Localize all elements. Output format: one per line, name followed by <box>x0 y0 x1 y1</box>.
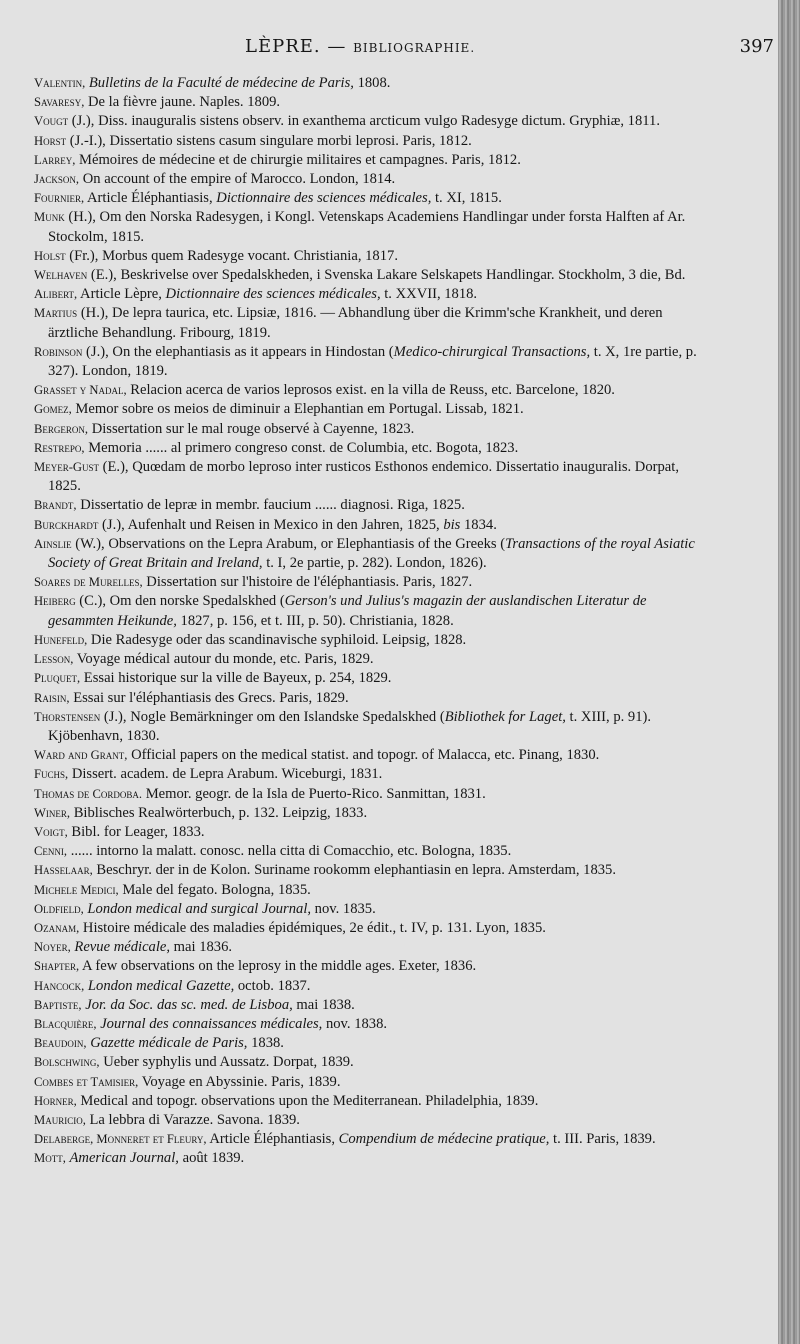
bibliography-entry <box>34 1111 704 1130</box>
bibliography-entry <box>34 93 704 112</box>
entry-text: On account of the empire of Marocco. London, 1814. <box>79 171 396 188</box>
entry-text: 1827, p. 156, et t. III, p. 50). Christiania, 1828. <box>176 612 454 629</box>
bibliography-entry <box>34 132 704 151</box>
entry-publication-title: Bulletins de la Faculté de médecine de Paris, <box>88 75 354 91</box>
entry-text: 1838. <box>247 1035 284 1052</box>
bibliography-entry <box>34 381 704 400</box>
entry-text: ...... intorno la malatt. conosc. nella citta di Comacchio, etc. Bologna, 1835. <box>67 843 512 860</box>
entry-author: Ainslie <box>34 536 72 551</box>
entry-text: A few observations on the leprosy in the middle ages. Exeter, 1836. <box>79 958 477 975</box>
entry-text: (E.), Quœdam de morbo leproso inter rusticos Esthonos endemico. Dissertatio inauguralis. Dorpat, 1825. <box>48 459 679 495</box>
bibliography-entry <box>34 247 704 266</box>
bibliography-entry <box>34 496 704 515</box>
entry-author: Fuchs, <box>34 767 69 782</box>
entry-author: Beaudoin, <box>34 1036 87 1051</box>
entry-publication-title: Gerson's und Julius's magazin der auslandischen Literatur de gesammten Heikunde, <box>48 593 647 629</box>
bibliography-entry <box>34 170 704 189</box>
entry-text: Voyage en Abyssinie. Paris, 1839. <box>138 1073 341 1090</box>
entry-text: Beschryr. der in de Kolon. Suriname rookomm elephantiasin en lepra. Amsterdam, 1835. <box>92 862 616 879</box>
entry-publication-title: Compendium de médecine pratique, <box>338 1131 550 1148</box>
bibliography-entry <box>34 592 704 630</box>
entry-author: Vougt <box>34 114 69 129</box>
bibliography-entry <box>34 266 704 285</box>
entry-text: (J.-I.), Dissertatio sistens casum singulare morbi leprosi. Paris, 1812. <box>66 132 472 149</box>
entry-publication-title: Medico-chirurgical Transactions, <box>393 343 591 360</box>
entry-author: Martius <box>34 306 78 321</box>
entry-text: octob. 1837. <box>234 977 311 994</box>
entry-author: Welhaven <box>34 268 88 283</box>
entry-publication-title: London medical and surgical Journal, <box>87 900 312 917</box>
entry-text: La lebbra di Varazze. Savona. 1839. <box>85 1111 300 1128</box>
bibliography-entry <box>34 669 704 688</box>
entry-text: Biblisches Realwörterbuch, p. 132. Leipzig, 1833. <box>70 804 368 821</box>
entry-author: Noyer, <box>34 940 71 955</box>
page-edge <box>778 0 800 1344</box>
entry-text: t. X, 1re partie, p. 327). London, 1819. <box>48 343 697 380</box>
entry-author: Robinson <box>34 344 83 359</box>
bibliography-list <box>34 74 704 1169</box>
bibliography-entry <box>34 208 704 246</box>
bibliography-entry <box>34 1015 704 1034</box>
bibliography-entry <box>34 535 704 573</box>
bibliography-entry <box>34 631 704 650</box>
bibliography-entry <box>34 420 704 439</box>
entry-author: Combes et Tamisier, <box>34 1074 139 1089</box>
entry-text: Article Lèpre, <box>77 286 166 303</box>
bibliography-entry <box>34 573 704 592</box>
entry-author: Bergeron, <box>34 421 89 436</box>
bibliography-entry <box>34 881 704 900</box>
bibliography-entry <box>34 304 704 342</box>
entry-text: Official papers on the medical statist. and topogr. of Malacca, etc. Pinang, 1830. <box>127 747 600 764</box>
entry-text: nov. 1835. <box>311 900 376 917</box>
entry-text: (J.), On the elephantiasis as it appears in Hindostan ( <box>82 343 394 360</box>
bibliography-entry <box>34 112 704 131</box>
bibliography-entry <box>34 650 704 669</box>
entry-text: (H.), Om den Norska Radesygen, i Kongl. Vetenskaps Academiens Handlingar under forsta Halften af Ar. Stockolm, 1815. <box>48 209 686 245</box>
entry-text: mai 1838. <box>292 996 355 1013</box>
entry-publication-title: Gazette médicale de Paris, <box>90 1035 248 1052</box>
bibliography-entry <box>34 1034 704 1053</box>
entry-author: Heiberg <box>34 594 76 609</box>
entry-author: Savaresy, <box>34 95 85 110</box>
entry-text: Article Éléphantiasis, <box>84 190 217 207</box>
entry-text: Article Éléphantiasis, <box>206 1131 339 1148</box>
entry-author: Hasselaar, <box>34 863 93 878</box>
bibliography-entry <box>34 1149 704 1168</box>
bibliography-entry <box>34 1130 704 1149</box>
bibliography-entry <box>34 1092 704 1111</box>
entry-author: Meyer-Gust <box>34 460 99 475</box>
entry-author: Voigt, <box>34 824 68 839</box>
entry-author: Bolschwing, <box>34 1055 100 1070</box>
entry-author: Gomez, <box>34 402 72 417</box>
entry-author: Jackson, <box>34 172 80 187</box>
page-number: 397 <box>739 36 774 57</box>
entry-text: (J.), Aufenhalt und Reisen in Mexico in den Jahren, 1825, <box>98 516 444 533</box>
entry-author: Fournier, <box>34 191 85 206</box>
entry-author: Baptiste, <box>34 997 82 1012</box>
entry-author: Larrey, <box>34 152 76 167</box>
entry-text: août 1839. <box>178 1150 245 1167</box>
entry-publication-title: Dictionnaire des sciences médicales, <box>216 190 432 207</box>
entry-author: Thorstensen <box>34 709 101 724</box>
bibliography-entry <box>34 74 704 93</box>
entry-text: Bibl. for Leager, 1833. <box>67 823 205 840</box>
entry-text: 1834. <box>460 516 497 533</box>
entry-text: mai 1836. <box>170 939 233 956</box>
entry-author: Valentin, <box>34 76 86 90</box>
bibliography-entry <box>34 458 704 496</box>
bibliography-entry <box>34 343 704 381</box>
entry-author: Thomas de Cordoba. <box>34 786 143 801</box>
entry-text: Male del fegato. Bologna, 1835. <box>118 881 311 898</box>
entry-author: Blacquière, <box>34 1016 97 1031</box>
entry-publication-title: Journal des connaissances médicales, <box>100 1015 323 1032</box>
entry-author: Cenni, <box>34 844 68 859</box>
entry-text: Voyage médical autour du monde, etc. Paris, 1829. <box>73 651 374 668</box>
entry-author: Pluquet, <box>34 671 81 686</box>
entry-text: (J.), Nogle Bemärkninger om den Islandske Spedalskhed ( <box>100 708 445 725</box>
running-title-section: BIBLIOGRAPHIE. <box>353 41 476 55</box>
entry-author: Ozanam, <box>34 920 80 935</box>
entry-author: Lesson, <box>34 652 74 667</box>
entry-author: Raisin, <box>34 690 70 705</box>
bibliography-entry <box>34 1073 704 1092</box>
bibliography-entry <box>34 765 704 784</box>
bibliography-entry <box>34 285 704 304</box>
bibliography-entry <box>34 151 704 170</box>
bibliography-entry <box>34 957 704 976</box>
bibliography-entry <box>34 189 704 208</box>
entry-author: Michele Medici, <box>34 882 119 897</box>
entry-author: Restrepo, <box>34 440 85 455</box>
entry-text: Essai historique sur la ville de Bayeux, p. 254, 1829. <box>80 670 392 687</box>
entry-author: Brandt, <box>34 498 77 513</box>
entry-author: Mauricio, <box>34 1112 86 1127</box>
entry-text: Dissertation sur le mal rouge observé à Cayenne, 1823. <box>88 420 415 437</box>
entry-publication-title: Transactions of the royal Asiatic Society of Great Britain and Ireland, <box>48 535 695 572</box>
entry-text: (Fr.), Morbus quem Radesyge vocant. Christiania, 1817. <box>65 247 398 264</box>
entry-publication-title: Dictionnaire des sciences médicales, <box>165 286 381 303</box>
entry-author: Burckhardt <box>34 517 99 532</box>
entry-author: Ward and Grant, <box>34 748 128 763</box>
bibliography-entry <box>34 900 704 919</box>
entry-text: (H.), De lepra taurica, etc. Lipsiæ, 1816. — Abhandlung über die Krimm'sche Krankheit, und deren ärztliche Behandlung. Fribourg, 1819. <box>48 305 663 341</box>
bibliography-entry <box>34 977 704 996</box>
entry-author: Shapter, <box>34 959 80 974</box>
bibliography-entry <box>34 938 704 957</box>
entry-text: Dissertatio de lepræ in membr. faucium ...... diagnosi. Riga, 1825. <box>76 497 465 514</box>
entry-text: t. XIII, p. 91). Kjöbenhavn, 1830. <box>48 708 652 744</box>
entry-text: De la fièvre jaune. Naples. 1809. <box>84 94 281 111</box>
entry-author: Mott, <box>34 1151 66 1166</box>
bibliography-entry <box>34 708 704 746</box>
entry-text: t. XXVII, 1818. <box>380 286 478 303</box>
bibliography-entry <box>34 842 704 861</box>
bibliography-entry <box>34 746 704 765</box>
entry-author: Hunefeld, <box>34 632 88 647</box>
bibliography-entry <box>34 400 704 419</box>
entry-text: (W.), Observations on the Lepra Arabum, or Elephantiasis of the Greeks ( <box>71 535 506 552</box>
bibliography-entry <box>34 919 704 938</box>
entry-publication-title: American Journal, <box>69 1150 179 1167</box>
entry-publication-title: Bibliothek for Laget, <box>444 708 566 725</box>
bibliography-entry <box>34 1053 704 1072</box>
bibliography-entry <box>34 804 704 823</box>
entry-text: Dissert. academ. de Lepra Arabum. Wiceburgi, 1831. <box>68 766 383 783</box>
entry-author: Horst <box>34 133 67 148</box>
bibliography-entry <box>34 516 704 535</box>
entry-text: (E.), Beskrivelse over Spedalskheden, i Svenska Lakare Selskapets Handlingar. Stockholm, 3 die, Bd. <box>87 267 686 284</box>
entry-publication-title: bis <box>443 516 461 533</box>
entry-publication-title: Jor. da Soc. das sc. med. de Lisboa, <box>85 996 293 1013</box>
bibliography-entry <box>34 861 704 880</box>
entry-text: Memor sobre os meios de diminuir a Elephantian em Portugal. Lissab, 1821. <box>71 401 524 418</box>
entry-text: 1808. <box>353 75 391 91</box>
bibliography-entry <box>34 439 704 458</box>
entry-text: (J.), Diss. inauguralis sistens observ. in exanthema arcticum vulgo Radesyge dictum. Gryphiæ, 1811. <box>68 113 660 130</box>
entry-author: Munk <box>34 210 65 225</box>
entry-text: Die Radesyge oder das scandinavische syphiloid. Leipsig, 1828. <box>87 631 467 648</box>
entry-text: Memoria ...... al primero congreso const. de Columbia, etc. Bogota, 1823. <box>84 439 519 456</box>
entry-text: Mémoires de médecine et de chirurgie militaires et campagnes. Paris, 1812. <box>75 151 521 168</box>
entry-text: Essai sur l'éléphantiasis des Grecs. Paris, 1829. <box>69 689 349 706</box>
entry-author: Horner, <box>34 1093 77 1108</box>
bibliography-entry <box>34 823 704 842</box>
entry-text: t. III. Paris, 1839. <box>549 1131 656 1148</box>
entry-text: t. I, 2e partie, p. 282). London, 1826). <box>262 555 487 572</box>
bibliography-entry <box>34 996 704 1015</box>
entry-text: (C.), Om den norske Spedalskhed ( <box>75 593 285 610</box>
entry-author: Holst <box>34 248 66 263</box>
entry-text: t. XI, 1815. <box>431 190 502 207</box>
running-title <box>245 36 475 57</box>
entry-text: Memor. geogr. de la Isla de Puerto-Rico. Sanmittan, 1831. <box>142 785 486 802</box>
entry-author: Winer, <box>34 805 71 820</box>
running-title-main: LÈPRE. — <box>245 36 354 57</box>
entry-author: Soares de Murelles, <box>34 575 143 590</box>
entry-text: Ueber syphylis und Aussatz. Dorpat, 1839. <box>99 1054 354 1071</box>
entry-publication-title: Revue médicale, <box>74 939 171 956</box>
entry-text: Medical and topogr. observations upon the Mediterranean. Philadelphia, 1839. <box>76 1092 539 1109</box>
entry-text: Histoire médicale des maladies épidémiques, 2e édit., t. IV, p. 131. Lyon, 1835. <box>79 919 546 936</box>
entry-author: Delaberge, Monneret et Fleury, <box>34 1132 207 1147</box>
entry-publication-title: London medical Gazette, <box>87 977 235 994</box>
entry-text: Dissertation sur l'histoire de l'éléphantiasis. Paris, 1827. <box>142 574 473 591</box>
entry-author: Grasset y Nadal, <box>34 383 127 398</box>
entry-author: Hancock, <box>34 978 85 993</box>
entry-text: nov. 1838. <box>322 1015 388 1032</box>
entry-text: Relacion acerca de varios leprosos exist. en la villa de Reuss, etc. Barcelone, 1820. <box>126 382 615 399</box>
page-header <box>245 36 774 60</box>
bibliography-entry <box>34 689 704 708</box>
bibliography-entry <box>34 785 704 804</box>
entry-author: Oldfield, <box>34 901 84 916</box>
entry-author: Alibert, <box>34 287 78 302</box>
